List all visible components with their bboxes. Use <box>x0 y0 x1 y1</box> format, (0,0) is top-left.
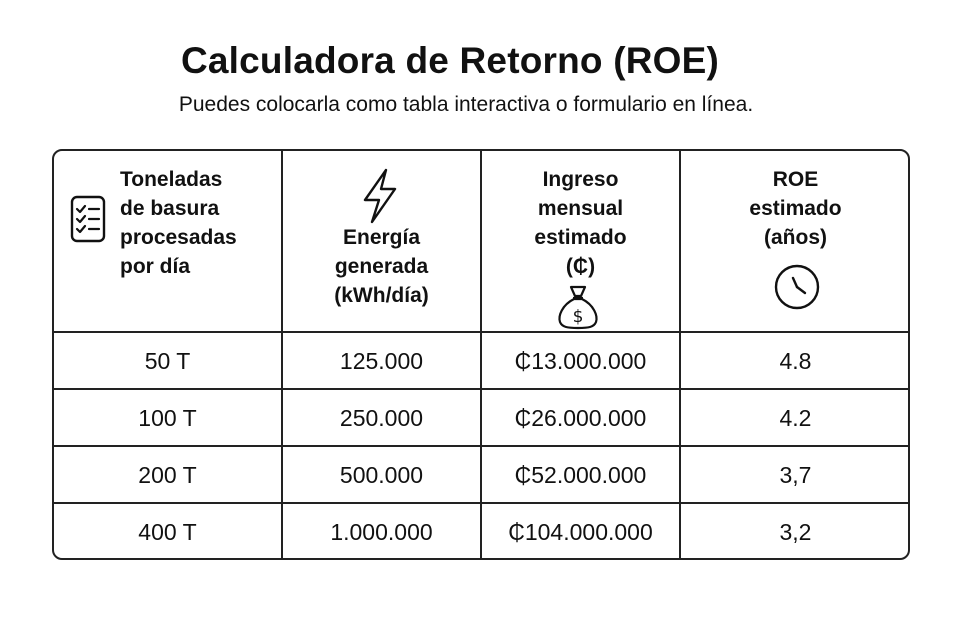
header-line: Toneladas <box>120 168 223 191</box>
clock-icon <box>773 263 821 316</box>
cell-income: ₵52.000.000 <box>514 462 647 488</box>
checklist-icon <box>70 195 106 248</box>
header-energy <box>283 223 480 310</box>
header-line: estimado <box>749 197 842 220</box>
header-line: (años) <box>764 226 827 249</box>
cell-income: ₵13.000.000 <box>514 348 647 374</box>
cell-energy: 500.000 <box>339 462 424 488</box>
header-income <box>482 165 679 281</box>
page-subtitle: Puedes colocarla como tabla interactiva o formulario en línea. <box>178 93 754 116</box>
lightning-bolt-icon <box>360 167 400 230</box>
header-line: (kWh/día) <box>334 284 429 307</box>
cell-roe: 4.8 <box>779 348 812 374</box>
cell-tons: 200 T <box>138 462 197 488</box>
cell-energy: 250.000 <box>339 405 424 431</box>
cell-income: ₵104.000.000 <box>508 519 653 545</box>
header-line: de basura <box>120 197 220 220</box>
header-line: mensual <box>537 197 624 220</box>
cell-roe: 3,2 <box>779 519 812 545</box>
cell-tons: 100 T <box>138 405 197 431</box>
header-line: ROE <box>772 168 819 191</box>
cell-roe: 3,7 <box>779 462 812 488</box>
money-bag-icon <box>556 284 600 335</box>
header-line: estimado <box>534 226 627 249</box>
svg-text:$: $ <box>572 307 584 327</box>
header-line: por día <box>120 255 191 278</box>
cell-income: ₵26.000.000 <box>514 405 647 431</box>
header-line: Energía <box>342 226 421 249</box>
header-line: (₵) <box>565 255 596 278</box>
cell-energy: 125.000 <box>339 348 424 374</box>
cell-tons: 50 T <box>144 348 191 374</box>
cell-energy: 1.000.000 <box>330 519 433 545</box>
header-line: procesadas <box>120 226 237 249</box>
header-line: Ingreso <box>542 168 619 191</box>
cell-roe: 4.2 <box>779 405 812 431</box>
roe-table <box>52 149 910 560</box>
cell-tons: 400 T <box>138 519 197 545</box>
header-line: generada <box>334 255 429 278</box>
header-roe <box>681 165 910 252</box>
page-title: Calculadora de Retorno (ROE) <box>180 40 720 81</box>
header-tons <box>120 165 237 281</box>
